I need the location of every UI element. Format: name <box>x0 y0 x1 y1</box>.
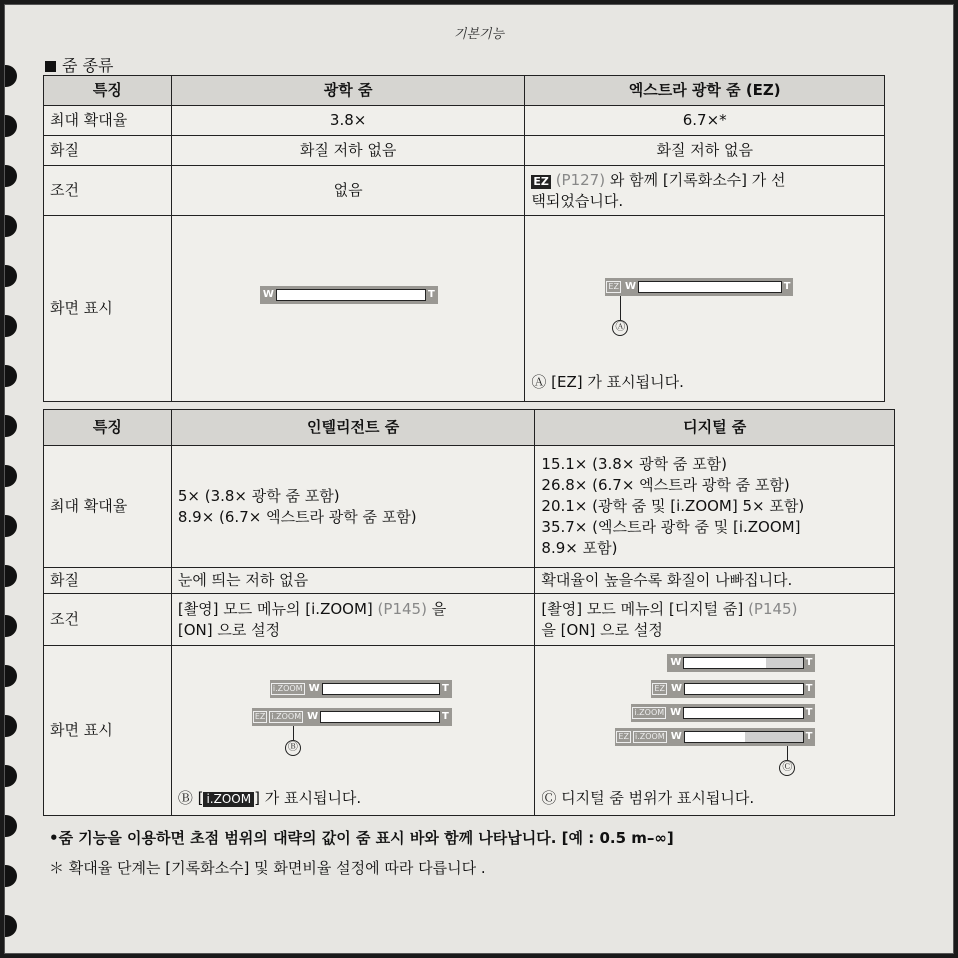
table-header-optical: 광학 줌 <box>171 76 525 106</box>
row-label: 화질 <box>44 136 172 166</box>
marker-line <box>293 726 294 740</box>
page-reference: (P127) <box>555 170 606 189</box>
marker-line <box>620 296 621 320</box>
binder-ring <box>4 415 17 437</box>
page-reference: (P145) <box>377 599 427 618</box>
ez-tag-icon: EZ <box>608 282 619 291</box>
digital-zoom-bar-1 <box>667 654 815 672</box>
binder-ring <box>4 265 17 287</box>
row-label: 화면 표시 <box>44 216 172 402</box>
tele-label: T <box>442 683 449 694</box>
wide-label: W <box>670 683 682 694</box>
binder-ring <box>4 165 17 187</box>
cell-value: 눈에 띄는 저하 없음 <box>171 568 535 594</box>
zoom-bar-ez-izoom <box>252 708 452 726</box>
binder-ring <box>4 715 17 737</box>
zoom-track <box>320 711 440 723</box>
page-reference: (P145) <box>748 599 798 618</box>
zoom-bar <box>260 286 438 304</box>
tele-label: T <box>428 289 435 300</box>
asterisk-note: ＊ 확대율 단계는 [기록화소수] 및 화면비율 설정에 따라 다릅니다 . <box>49 859 486 877</box>
binder-ring <box>4 315 17 337</box>
binder-ring <box>4 465 17 487</box>
binder-ring <box>4 515 17 537</box>
binder-ring <box>4 765 17 787</box>
wide-label: W <box>670 657 682 668</box>
ez-display-note: Ⓐ [EZ] 가 표시됩니다. <box>531 373 684 391</box>
izoom-tag-icon: i.ZOOM <box>634 708 665 717</box>
marker-b: Ⓑ <box>285 740 301 756</box>
wide-label: W <box>307 711 319 722</box>
digital-zoom-bar-2 <box>651 680 815 698</box>
row-label: 조건 <box>44 166 172 216</box>
zoom-track <box>683 657 766 669</box>
zoom-bar-izoom <box>270 680 452 698</box>
cell-value: [촬영] 모드 메뉴의 [디지털 줌] (P145) 을 [ON] 으로 설정 <box>535 594 895 646</box>
table-row <box>44 594 895 646</box>
ez-icon: EZ <box>533 174 549 188</box>
zoom-display-cell <box>171 646 535 816</box>
zoom-track <box>684 731 745 743</box>
page-header: 기본기능 <box>453 27 505 42</box>
binder-ring <box>4 65 17 87</box>
marker-a: Ⓐ <box>612 320 628 336</box>
binder-ring <box>4 815 17 837</box>
digital-range <box>766 657 803 669</box>
table-row <box>44 568 895 594</box>
marker-line <box>787 746 788 760</box>
zoom-track <box>322 683 440 695</box>
binder-ring <box>4 215 17 237</box>
tele-label: T <box>805 707 813 718</box>
zoom-table-digital <box>43 409 895 816</box>
ez-tag-icon: EZ <box>254 712 266 721</box>
square-bullet-icon <box>45 61 56 72</box>
table-row <box>44 136 885 166</box>
cell-value: EZ (P127) 와 함께 [기록화소수] 가 선 택되었습니다. <box>525 166 885 216</box>
row-label: 조건 <box>44 594 172 646</box>
zoom-track <box>276 289 426 301</box>
row-label: 화면 표시 <box>44 646 172 816</box>
ez-tag-icon: EZ <box>618 732 629 741</box>
binder-ring <box>4 665 17 687</box>
binder-ring <box>4 365 17 387</box>
row-label: 화질 <box>44 568 172 594</box>
cell-value: 없음 <box>171 166 525 216</box>
izoom-display-note: Ⓑ [ i.ZOOM ] 가 표시됩니다. <box>177 789 362 807</box>
zoom-bar-ez <box>605 278 793 296</box>
tele-label: T <box>442 711 449 722</box>
tele-label: T <box>805 731 813 742</box>
zoom-display-cell <box>525 216 885 402</box>
cell-value: 5× (3.8× 광학 줌 포함) 8.9× (6.7× 엑스트라 광학 줌 포함) <box>171 446 535 568</box>
binder-ring <box>4 865 17 887</box>
wide-label: W <box>670 707 682 718</box>
cell-value: 화질 저하 없음 <box>525 136 885 166</box>
table-row <box>44 166 885 216</box>
wide-label: W <box>262 289 274 300</box>
cell-value: 확대율이 높을수록 화질이 나빠집니다. <box>535 568 895 594</box>
table-row <box>44 646 895 816</box>
ez-tag-icon: EZ <box>654 684 665 693</box>
table-row <box>44 216 885 402</box>
zoom-track <box>638 281 782 293</box>
digital-zoom-bar-3 <box>631 704 815 722</box>
binder-ring <box>4 565 17 587</box>
cell-value: [촬영] 모드 메뉴의 [i.ZOOM] (P145) 을 [ON] 으로 설정 <box>171 594 535 646</box>
binder-ring <box>4 615 17 637</box>
row-label: 최대 확대율 <box>44 446 172 568</box>
row-label: 최대 확대율 <box>44 106 172 136</box>
tele-label: T <box>805 683 813 694</box>
cell-value: 3.8× <box>171 106 525 136</box>
table-header-digital: 디지털 줌 <box>535 410 895 446</box>
cell-value: 6.7×* <box>525 106 885 136</box>
zoom-display-cell <box>535 646 895 816</box>
table-header-feature: 특징 <box>44 410 172 446</box>
section-title: 줌 종류 <box>45 53 113 76</box>
marker-c: Ⓒ <box>779 760 795 776</box>
zoom-track <box>683 707 803 719</box>
izoom-tag-icon: i.ZOOM <box>634 732 665 741</box>
bullet-note: •줌 기능을 이용하면 초점 범위의 대략의 값이 줌 표시 바와 함께 나타납니다. [예 : 0.5 m–∞] <box>49 829 674 847</box>
binder-ring <box>4 115 17 137</box>
wide-label: W <box>670 731 682 742</box>
zoom-table-optical <box>43 75 885 402</box>
digital-display-note: Ⓒ 디지털 줌 범위가 표시됩니다. <box>541 789 755 807</box>
izoom-icon: i.ZOOM <box>203 792 254 807</box>
wide-label: W <box>308 683 320 694</box>
tele-label: T <box>783 281 791 292</box>
cell-value: 화질 저하 없음 <box>171 136 525 166</box>
cell-value: 15.1× (3.8× 광학 줌 포함) 26.8× (6.7× 엑스트라 광학 줌 포함) 20.1× (광학 줌 및 [i.ZOOM] 5× 포함) 35.7× (엑스트라 광학 줌 및 [i.ZOOM] 8.9× 포함) <box>535 446 895 568</box>
izoom-tag-icon: i.ZOOM <box>271 712 302 721</box>
binder-ring <box>4 915 17 937</box>
manual-page <box>4 4 954 954</box>
table-header-feature: 특징 <box>44 76 172 106</box>
zoom-display-cell <box>171 216 525 402</box>
digital-range <box>745 731 804 743</box>
tele-label: T <box>805 657 813 668</box>
table-row <box>44 106 885 136</box>
table-header-extra: 엑스트라 광학 줌 (EZ) <box>525 76 885 106</box>
wide-label: W <box>624 281 636 292</box>
table-row <box>44 446 895 568</box>
digital-zoom-bar-4 <box>615 728 815 746</box>
table-header-intelligent: 인텔리전트 줌 <box>171 410 535 446</box>
zoom-track <box>684 683 804 695</box>
izoom-tag-icon: i.ZOOM <box>272 684 303 693</box>
